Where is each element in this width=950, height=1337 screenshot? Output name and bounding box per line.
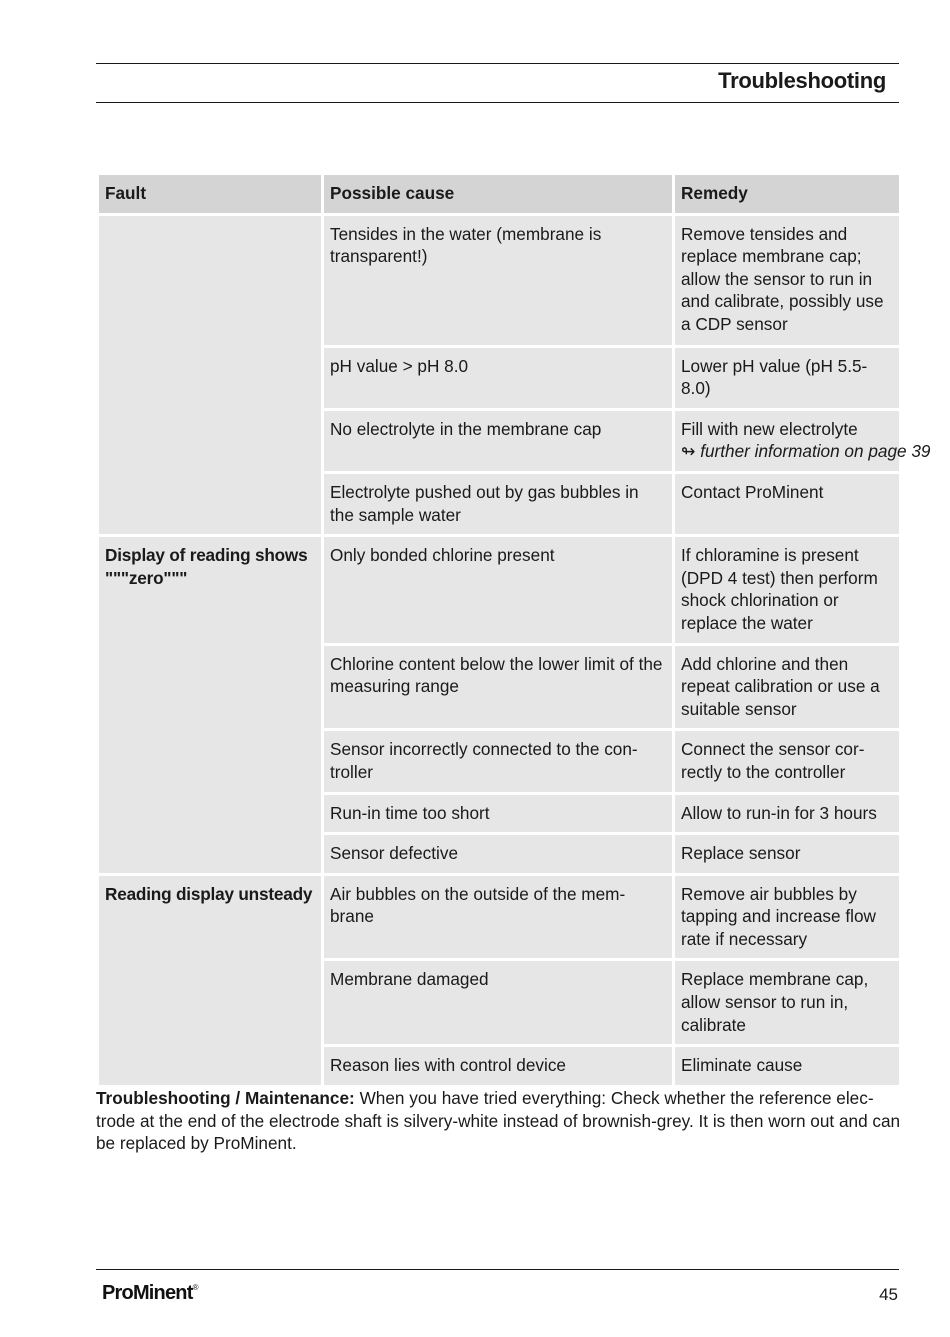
column-header-fault: Fault <box>99 175 321 213</box>
fault-cell: Display of reading shows """zero""" <box>99 537 321 873</box>
cause-cell: Electrolyte pushed out by gas bubbles in the sample water <box>324 474 672 534</box>
table-header-row <box>99 175 899 213</box>
cause-cell: Reason lies with control device <box>324 1047 672 1085</box>
remedy-cell: If chloramine is present (DPD 4 test) then perform shock chlorination or replace the water <box>675 537 899 642</box>
logo-text: ProMinent <box>102 1282 193 1304</box>
page-title: Troubleshooting <box>718 68 886 93</box>
cause-cell: pH value > pH 8.0 <box>324 348 672 408</box>
registered-mark: ® <box>192 1283 199 1292</box>
footer-rule <box>96 1269 899 1270</box>
maintenance-note-text: When you have tried everything: Check whether the reference elec-trode at the end of the electrode shaft is silvery-white instead of brownish-grey. It is then worn out and can be replaced by ProMinent. <box>96 1088 901 1154</box>
fault-cell <box>99 216 321 535</box>
table-row <box>99 876 899 959</box>
remedy-cell: Add chlorine and then repeat calibration or use a suitable sensor <box>675 646 899 729</box>
column-header-possible-cause: Possible cause <box>324 175 672 213</box>
cause-cell: Tensides in the water (membrane is transparent!) <box>324 216 672 345</box>
cause-cell: Sensor incorrectly connected to the con-troller <box>324 731 672 791</box>
table-row <box>99 216 899 345</box>
remedy-cell: Allow to run-in for 3 hours <box>675 795 899 833</box>
header-bottom-rule <box>96 102 899 103</box>
cause-cell: Sensor defective <box>324 835 672 873</box>
maintenance-note-lead: Troubleshooting / Maintenance: <box>96 1088 355 1108</box>
cause-cell: Run-in time too short <box>324 795 672 833</box>
cause-cell: No electrolyte in the membrane cap <box>324 411 672 471</box>
page-reference-link[interactable] <box>681 441 930 461</box>
remedy-cell: Replace membrane cap, allow sensor to run in, calibrate <box>675 961 899 1044</box>
cause-cell: Only bonded chlorine present <box>324 537 672 642</box>
cause-cell: Air bubbles on the outside of the mem-brane <box>324 876 672 959</box>
remedy-cell: Eliminate cause <box>675 1047 899 1085</box>
cause-cell: Membrane damaged <box>324 961 672 1044</box>
header-top-rule <box>96 63 899 64</box>
remedy-cell <box>675 411 931 471</box>
remedy-text: Fill with new electrolyte <box>681 418 858 439</box>
remedy-cell: Remove tensides and replace membrane cap; allow the sensor to run in and calibrate, possibly use a CDP sensor <box>675 216 899 345</box>
prominent-logo <box>102 1282 198 1305</box>
cause-cell: Chlorine content below the lower limit of the measuring range <box>324 646 672 729</box>
page-number: 45 <box>879 1285 898 1304</box>
table-row <box>99 537 899 642</box>
troubleshooting-table <box>96 172 931 1088</box>
arrow-reference-icon: ↬ <box>681 441 696 462</box>
column-header-remedy: Remedy <box>675 175 899 213</box>
remedy-cell: Lower pH value (pH 5.5-8.0) <box>675 348 899 408</box>
page-reference-text: further information on page 39 <box>700 441 931 462</box>
remedy-cell: Remove air bubbles by tapping and increase flow rate if necessary <box>675 876 899 959</box>
remedy-cell: Contact ProMinent <box>675 474 899 534</box>
remedy-cell: Connect the sensor cor-rectly to the controller <box>675 731 899 791</box>
fault-cell: Reading display unsteady <box>99 876 321 1085</box>
maintenance-note <box>96 1087 901 1155</box>
remedy-cell: Replace sensor <box>675 835 899 873</box>
